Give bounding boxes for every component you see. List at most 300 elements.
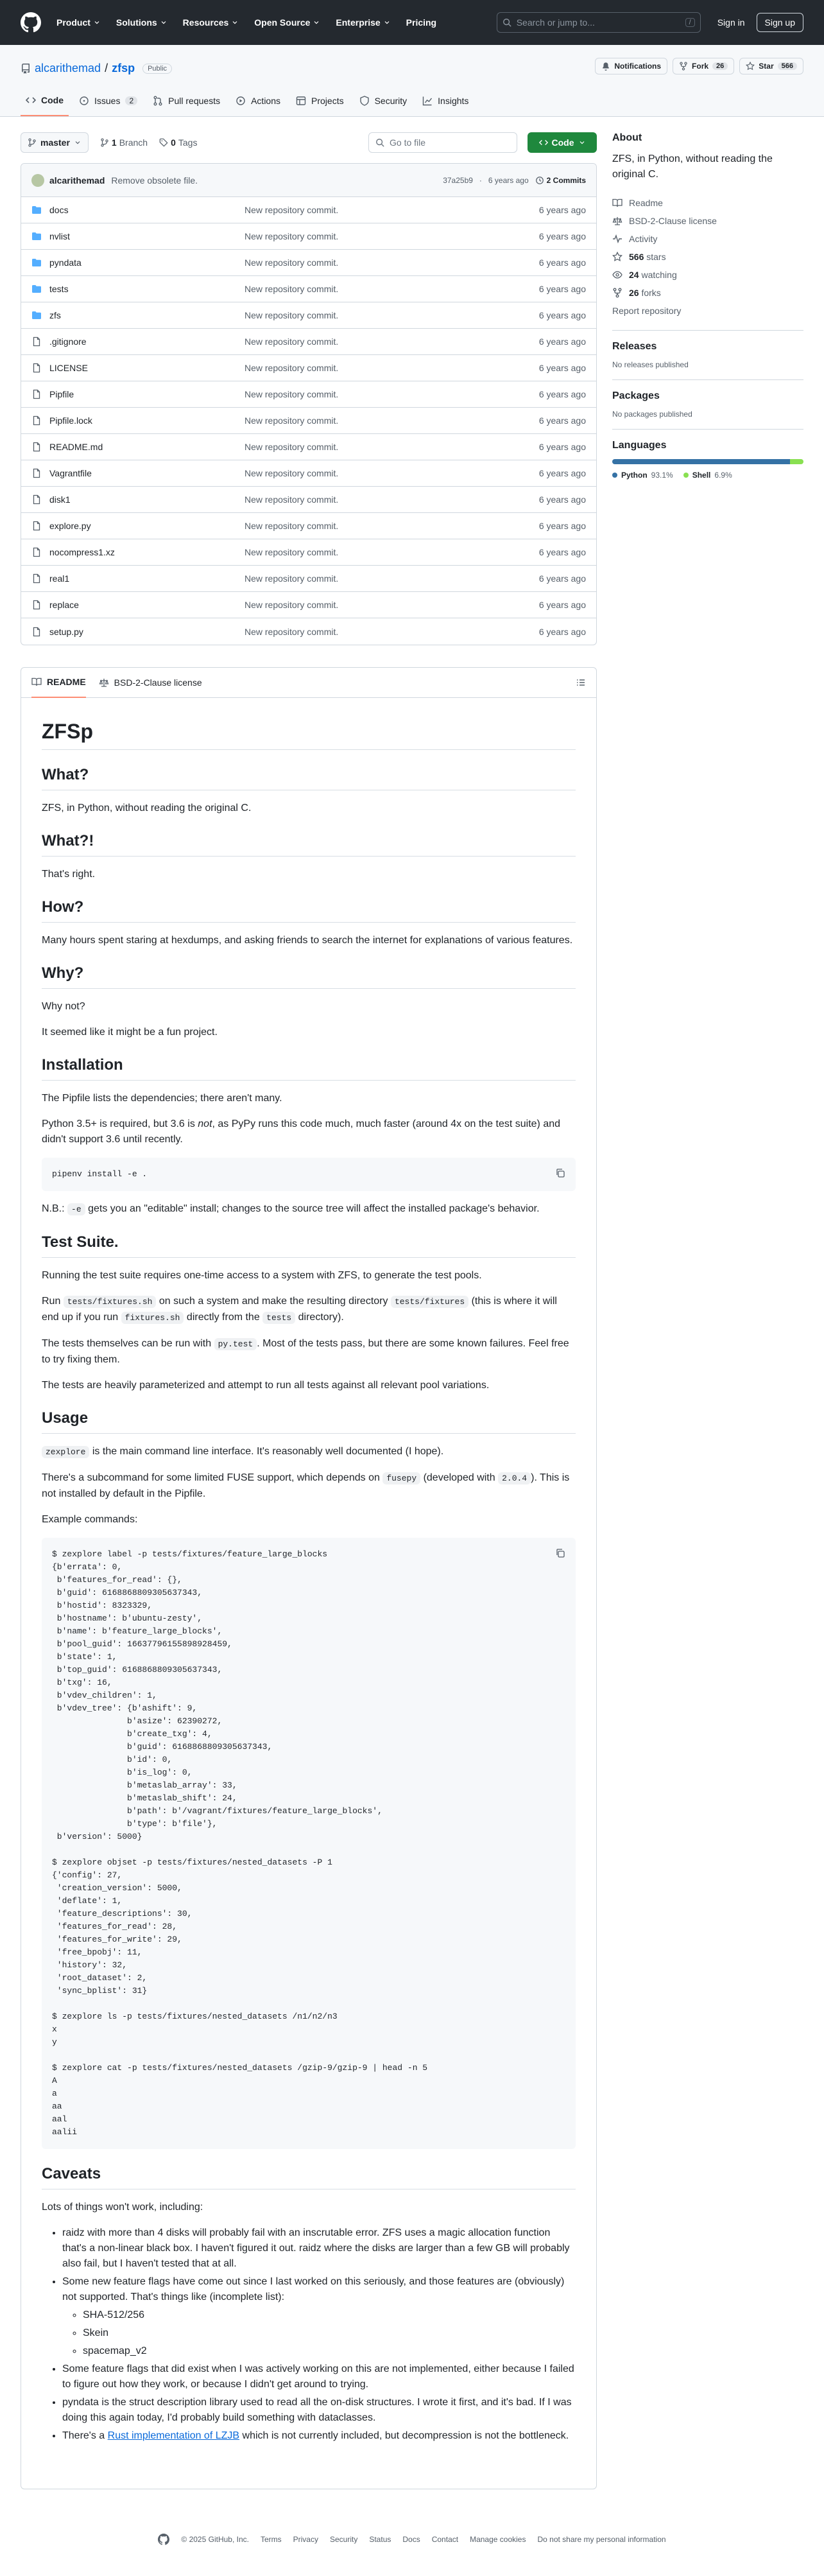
repo-sidebar: [612, 132, 803, 480]
tab-label: Actions: [251, 96, 281, 106]
github-logo-icon[interactable]: [21, 12, 41, 33]
language-color-dot: [612, 473, 617, 478]
paragraph-test-2: [42, 1294, 576, 1326]
eye-icon: [612, 270, 622, 280]
tab-label: Issues: [94, 96, 121, 106]
main-content: [21, 132, 597, 2489]
file-icon: [31, 336, 42, 347]
license-link[interactable]: [612, 212, 803, 230]
language-item[interactable]: [683, 471, 732, 480]
table-row: [21, 487, 596, 513]
activity-label: Activity: [629, 234, 658, 244]
pr-icon: [153, 96, 163, 106]
nav-item-pricing[interactable]: [406, 17, 436, 28]
readme-link[interactable]: [612, 194, 803, 212]
folder-icon: [31, 257, 42, 268]
file-name-cell[interactable]: [31, 205, 245, 215]
table-row: [21, 460, 596, 487]
activity-link[interactable]: [612, 230, 803, 248]
branch-selector[interactable]: [21, 132, 89, 153]
inline-code: tests/fixtures.sh: [64, 1296, 157, 1308]
paragraph-install-2: [42, 1117, 576, 1147]
folder-icon: [31, 205, 42, 215]
commits-count: 2 Commits: [546, 175, 586, 185]
file-table: [21, 163, 597, 645]
sign-in-link[interactable]: Sign in: [717, 17, 745, 28]
code-icon: [539, 138, 548, 147]
commit-hash[interactable]: 37a25b9: [443, 175, 473, 185]
branches-count: 1: [111, 137, 117, 148]
language-bar: [612, 459, 803, 464]
tab-projects[interactable]: [291, 85, 349, 116]
commit-meta: [443, 176, 586, 185]
tab-issues[interactable]: [74, 85, 142, 116]
file-name[interactable]: real1: [49, 573, 70, 584]
file-commit-message[interactable]: New repository commit.: [245, 494, 339, 505]
repo-icon: [21, 64, 31, 74]
file-name-cell[interactable]: [31, 231, 245, 241]
text-span: Run: [42, 1296, 64, 1307]
heading-usage: Usage: [42, 1409, 576, 1434]
file-name-cell[interactable]: [31, 442, 245, 452]
tab-readme-label: README: [47, 677, 86, 687]
file-commit-message[interactable]: New repository commit.: [245, 573, 339, 584]
visibility-badge: Public: [142, 64, 172, 74]
file-name[interactable]: Pipfile: [49, 389, 74, 399]
paragraph-usage-2: [42, 1470, 576, 1502]
chevron-down-icon: [578, 139, 586, 146]
file-name[interactable]: setup.py: [49, 626, 83, 637]
file-name-cell[interactable]: [31, 363, 245, 373]
file-commit-message[interactable]: New repository commit.: [245, 600, 339, 610]
file-age: 6 years ago: [538, 415, 586, 426]
repo-title: [21, 62, 172, 75]
folder-icon: [31, 284, 42, 294]
caveats-list: [42, 2225, 576, 2444]
file-name-cell[interactable]: [31, 573, 245, 584]
forks-label: forks: [641, 288, 661, 298]
text-span: which is not currently included, but decompression is not the bottleneck.: [239, 2430, 569, 2441]
copy-button[interactable]: [551, 1544, 569, 1562]
forks-link[interactable]: [612, 284, 803, 302]
table-row: [21, 408, 596, 434]
about-description: ZFS, in Python, without reading the original C.: [612, 153, 773, 180]
pulse-icon: [612, 234, 622, 244]
footer-link-status[interactable]: Status: [369, 2535, 391, 2544]
stars-link[interactable]: [612, 248, 803, 266]
list-icon: [576, 677, 586, 688]
nav-item-resources[interactable]: [183, 17, 239, 28]
table-row: [21, 513, 596, 539]
inline-code: zexplore: [42, 1446, 89, 1458]
file-name[interactable]: LICENSE: [49, 363, 88, 373]
search-icon: [502, 18, 511, 27]
file-name[interactable]: tests: [49, 284, 69, 294]
install-code-block: [42, 1158, 576, 1191]
inline-code: fixtures.sh: [121, 1312, 184, 1324]
list-item: • Some feature flags that did exist when I was actively working on this are not implemented, either because I failed to figure out how they work, or because I didn't get around to trying.: [62, 2362, 576, 2392]
avatar[interactable]: [31, 174, 44, 187]
file-commit-message[interactable]: New repository commit.: [245, 389, 339, 399]
file-name[interactable]: nvlist: [49, 231, 70, 241]
file-icon: [31, 627, 42, 637]
nav-item-label: Solutions: [116, 17, 157, 28]
text-span: (this is where it will end up if you run: [42, 1296, 557, 1323]
file-age: 6 years ago: [538, 310, 586, 320]
releases-empty: No releases published: [612, 360, 689, 369]
repo-actions: [595, 58, 803, 74]
go-to-file-input[interactable]: [368, 132, 517, 153]
tab-security[interactable]: [354, 85, 413, 116]
file-age: 6 years ago: [538, 547, 586, 557]
fork-icon: [612, 288, 622, 298]
file-commit-message[interactable]: New repository commit.: [245, 310, 339, 320]
commit-dot: ·: [479, 175, 482, 185]
file-name[interactable]: disk1: [49, 494, 71, 505]
file-commit-message[interactable]: New repository commit.: [245, 205, 339, 215]
file-name[interactable]: zfs: [49, 310, 61, 320]
table-row: [21, 197, 596, 223]
repo-owner-link[interactable]: alcarithemad: [35, 62, 101, 74]
paragraph-what2: That's right.: [42, 869, 96, 880]
nav-item-open-source[interactable]: [254, 17, 320, 28]
file-icon: [31, 600, 42, 610]
commit-age: 6 years ago: [488, 175, 529, 185]
list-item: ◦ Skein: [83, 2326, 576, 2341]
packages-heading[interactable]: Packages: [612, 390, 660, 401]
file-name-cell[interactable]: [31, 310, 245, 320]
star-label: Star: [759, 62, 774, 71]
file-age: 6 years ago: [538, 231, 586, 241]
text-span: is the main command line interface. It's reasonably well documented (I hope).: [89, 1446, 444, 1457]
file-name[interactable]: README.md: [49, 442, 103, 452]
footer-link-contact[interactable]: Contact: [431, 2535, 459, 2544]
tab-label: Insights: [438, 96, 469, 106]
heading-what: What?: [42, 765, 576, 790]
readme-title: ZFSp: [42, 718, 576, 750]
nav-item-label: Product: [56, 17, 90, 28]
file-name-cell[interactable]: [31, 336, 245, 347]
heading-installation: Installation: [42, 1056, 576, 1081]
chevron-down-icon: [93, 19, 101, 26]
tags-count: 0: [171, 137, 176, 148]
branch-count-icon: [100, 138, 109, 147]
top-navbar: [0, 0, 824, 45]
copy-button[interactable]: [551, 1164, 569, 1182]
tab-label: Code: [41, 95, 64, 105]
tab-readme[interactable]: [31, 668, 86, 698]
search-placeholder: Search or jump to...: [516, 17, 595, 28]
stars-count: 566: [629, 252, 644, 262]
go-to-file-placeholder: Go to file: [390, 137, 426, 148]
tab-count: 2: [125, 96, 137, 105]
paragraph-test-1: Running the test suite requires one-time access to a system with ZFS, to generate the test pools.: [42, 1270, 482, 1281]
file-name-cell[interactable]: [31, 284, 245, 294]
search-icon: [375, 138, 384, 147]
table-row: [21, 329, 596, 355]
history-icon: [535, 176, 544, 185]
file-age: 6 years ago: [538, 389, 586, 399]
file-icon: [31, 547, 42, 557]
emphasis: not: [198, 1118, 212, 1129]
table-row: [21, 381, 596, 408]
readme-link-label: Readme: [629, 198, 663, 208]
feature-sublist: [62, 2308, 576, 2359]
branch-name: master: [40, 137, 70, 148]
releases-heading[interactable]: Releases: [612, 341, 657, 352]
nav-item-product[interactable]: [56, 17, 101, 28]
file-name-cell[interactable]: [31, 389, 245, 399]
text-span: There's a: [62, 2430, 108, 2441]
table-row: [21, 276, 596, 302]
list-item: ◦ spacemap_v2: [83, 2344, 576, 2359]
file-age: 6 years ago: [538, 284, 586, 294]
nav-item-solutions[interactable]: [116, 17, 167, 28]
search-input[interactable]: [497, 12, 701, 33]
play-icon: [236, 96, 246, 106]
tag-icon: [159, 138, 168, 147]
file-commit-message[interactable]: New repository commit.: [245, 231, 339, 241]
nav-item-enterprise[interactable]: [336, 17, 390, 28]
file-name-cell[interactable]: [31, 600, 245, 610]
file-age: 6 years ago: [538, 521, 586, 531]
language-name: Python: [621, 471, 648, 480]
text-span: There's a subcommand for some limited FUSE support, which depends on: [42, 1472, 383, 1483]
file-name-cell[interactable]: [31, 468, 245, 478]
file-name-cell[interactable]: [31, 494, 245, 505]
chevron-down-icon: [231, 19, 239, 26]
table-icon: [296, 96, 306, 106]
file-name-cell[interactable]: [31, 415, 245, 426]
bell-icon: [601, 62, 610, 71]
file-age: 6 years ago: [538, 600, 586, 610]
text-span: . Most of the tests pass, but there are some known failures. Feel free to try fixing them.: [42, 1338, 569, 1365]
file-name-cell[interactable]: [31, 627, 245, 637]
footer-link-docs[interactable]: Docs: [402, 2535, 420, 2544]
star-icon: [746, 62, 755, 71]
report-repository-link[interactable]: [612, 302, 803, 320]
notifications-button[interactable]: [595, 58, 667, 74]
languages-heading: Languages: [612, 440, 667, 451]
tab-code[interactable]: [21, 85, 69, 116]
file-age: 6 years ago: [538, 494, 586, 505]
issue-icon: [79, 96, 89, 106]
file-commit-message[interactable]: New repository commit.: [245, 257, 339, 268]
nav-item-label: Resources: [182, 17, 229, 28]
fork-button[interactable]: [673, 58, 734, 74]
stars-label: stars: [646, 252, 666, 262]
branches-label: Branch: [119, 137, 148, 148]
table-row: [21, 539, 596, 566]
table-row: [21, 250, 596, 276]
file-commit-message[interactable]: New repository commit.: [245, 415, 339, 426]
paragraph-install-3: [42, 1201, 576, 1217]
inline-code: tests/fixtures: [391, 1296, 468, 1308]
heading-caveats: Caveats: [42, 2164, 576, 2189]
file-commit-message[interactable]: New repository commit.: [245, 547, 339, 557]
paragraph-usage-1: [42, 1444, 576, 1460]
file-name-cell[interactable]: [31, 521, 245, 531]
footer-copyright: © 2025 GitHub, Inc.: [181, 2535, 249, 2544]
chevron-down-icon: [74, 139, 82, 146]
file-commit-message[interactable]: New repository commit.: [245, 521, 339, 531]
file-name[interactable]: docs: [49, 205, 69, 215]
shield-icon: [359, 96, 370, 106]
scale-icon: [99, 677, 109, 688]
heading-what2: What?!: [42, 831, 576, 857]
file-icon: [31, 363, 42, 373]
footer-link-privacy[interactable]: Privacy: [293, 2535, 318, 2544]
file-commit-message[interactable]: New repository commit.: [245, 626, 339, 637]
forks-count: 26: [629, 288, 639, 298]
file-age: 6 years ago: [538, 336, 586, 347]
outline-button[interactable]: [576, 677, 586, 688]
code-icon: [26, 95, 36, 105]
file-name[interactable]: explore.py: [49, 521, 91, 531]
inline-code: -e: [67, 1203, 85, 1215]
file-age: 6 years ago: [538, 573, 586, 584]
file-icon: [31, 389, 42, 399]
divider: [612, 379, 803, 380]
text-span: on such a system and make the resulting directory: [156, 1296, 391, 1307]
text-span: The tests themselves can be run with: [42, 1338, 214, 1349]
book-icon: [31, 677, 42, 687]
language-color-dot: [683, 473, 689, 478]
paragraph-caveats: Lots of things won't work, including:: [42, 2202, 203, 2213]
inline-code: tests: [262, 1312, 295, 1324]
tab-pull-requests[interactable]: [148, 85, 225, 116]
file-name[interactable]: Vagrantfile: [49, 468, 92, 478]
tab-insights[interactable]: [417, 85, 474, 116]
text-span: , as PyPy runs this code much, much faster (around 4x on the test suite) and didn't support 3.6 until recently.: [42, 1118, 561, 1145]
file-icon: [31, 468, 42, 478]
graph-icon: [422, 96, 433, 106]
inline-code: py.test: [214, 1338, 257, 1350]
file-icon: [31, 442, 42, 452]
paragraph-what: ZFS, in Python, without reading the original C.: [42, 803, 252, 814]
packages-empty: No packages published: [612, 410, 692, 419]
list-item: • raidz with more than 4 disks will probably fail with an inscrutable error. ZFS uses a magic allocation function that's a non-linear black box. I haven't figured it out. raidz where the disks are larger than a few GB will probably also fail, but I haven't tested that at all.: [62, 2225, 576, 2272]
language-list: [612, 471, 803, 480]
file-commit-message[interactable]: New repository commit.: [245, 468, 339, 478]
language-item[interactable]: [612, 471, 673, 480]
about-heading: About: [612, 132, 642, 143]
heading-test-suite: Test Suite.: [42, 1233, 576, 1258]
code-button[interactable]: [528, 132, 597, 153]
file-name[interactable]: Pipfile.lock: [49, 415, 92, 426]
folder-icon: [31, 231, 42, 241]
file-commit-message[interactable]: New repository commit.: [245, 442, 339, 452]
file-commit-message[interactable]: New repository commit.: [245, 336, 339, 347]
notifications-label: Notifications: [614, 62, 662, 71]
repo-header: [0, 45, 824, 117]
file-icon: [31, 494, 42, 505]
lzjb-link[interactable]: Rust implementation of LZJB: [107, 2430, 240, 2441]
tab-actions[interactable]: [230, 85, 286, 116]
paragraph-usage-3: Example commands:: [42, 1514, 138, 1525]
repo-separator: /: [105, 62, 108, 74]
star-button[interactable]: [739, 58, 803, 74]
code-text: $ zexplore label -p tests/fixtures/feature_large_blocks {b'errata': 0, b'features_for_read': {}, b'guid': 6168868809305637343, b'hostid': 8323329, b'hostname': b'ubuntu-zesty', b'name': b'feature_large_blocks', b'pool_guid': 16637796155898928459, b'state': 1, b'top_guid': 6168868809305637343, b'txg': 16, b'vdev_children': 1, b'vdev_tree': {b'ashift': 9, b'asize': 62390272, b'create_txg': 4, b'guid': 6168868809305637343, b'id': 0, b'is_log': 0, b'metaslab_array': 33, b'metaslab_shift': 24, b'path': b'/vagrant/fixtures/feature_large_blocks', b'type': b'file'}, b'version': 5000} $ zexplore objset -p tests/fixtures/nested_datasets -P 1 {'config': 27, 'creation_version': 5000, 'deflate': 1, 'feature_descriptions': 30, 'features_for_read': 28, 'features_for_write': 29, 'free_bpobj': 11, 'history': 32, 'root_dataset': 2, 'sync_bplist': 31} $ zexplore ls -p tests/fixtures/nested_datasets /n1/n2/n3 x y $ zexplore cat -p tests/fixtures/nested_datasets /gzip-9/gzip-9 | head -n 5 A a aa aal aalii: [52, 1549, 428, 2137]
file-icon: [31, 415, 42, 426]
language-bar-segment: [790, 459, 803, 464]
text-span: gets you an "editable" install; changes to the source tree will affect the installed package's behavior.: [85, 1203, 540, 1214]
tab-label: Security: [374, 96, 408, 106]
paragraph-how: Many hours spent staring at hexdumps, and asking friends to search the internet for explanations of various features.: [42, 935, 573, 946]
branches-link[interactable]: [100, 137, 148, 148]
tab-label: Projects: [311, 96, 344, 106]
file-name-cell[interactable]: [31, 257, 245, 268]
file-name[interactable]: replace: [49, 600, 79, 610]
divider: [612, 429, 803, 430]
file-name-cell[interactable]: [31, 547, 245, 557]
heading-how: How?: [42, 898, 576, 923]
nav-item-label: Enterprise: [336, 17, 381, 28]
commit-message[interactable]: Remove obsolete file.: [111, 175, 198, 186]
latest-commit-row: [21, 164, 596, 197]
nav-item-label: Pricing: [406, 17, 437, 28]
file-icon: [31, 573, 42, 584]
list-item: [62, 2428, 576, 2444]
tab-label: Pull requests: [168, 96, 221, 106]
file-age: 6 years ago: [538, 363, 586, 373]
table-row: [21, 434, 596, 460]
folder-icon: [31, 310, 42, 320]
report-label: Report repository: [612, 306, 682, 316]
commits-history-link[interactable]: [535, 176, 586, 185]
list-item: [62, 2274, 576, 2359]
commit-author[interactable]: alcarithemad: [49, 175, 105, 186]
tags-link[interactable]: [159, 137, 197, 148]
paragraph-test-4: The tests are heavily parameterized and attempt to run all tests against all relevant pool variations.: [42, 1380, 490, 1391]
tab-license-label: BSD-2-Clause license: [114, 677, 202, 688]
chevron-down-icon: [313, 19, 320, 26]
scale-icon: [612, 216, 622, 226]
fork-label: Fork: [692, 62, 709, 71]
search-shortcut-hint: /: [685, 18, 695, 27]
branch-icon: [28, 138, 37, 147]
usage-code-block: [42, 1538, 576, 2149]
text-span: Python 3.5+ is required, but 3.6 is: [42, 1118, 198, 1129]
nav-item-label: Open Source: [254, 17, 311, 28]
text-span: directory).: [295, 1312, 344, 1323]
file-age: 6 years ago: [538, 626, 586, 637]
file-commit-message[interactable]: New repository commit.: [245, 363, 339, 373]
fork-icon: [679, 62, 688, 71]
watchers-link[interactable]: [612, 266, 803, 284]
table-row: [21, 355, 596, 381]
sign-up-button[interactable]: Sign up: [757, 13, 803, 32]
repo-name-link[interactable]: zfsp: [112, 62, 135, 74]
table-row: [21, 592, 596, 618]
tab-license[interactable]: [99, 668, 202, 698]
footer-link-security[interactable]: Security: [329, 2535, 358, 2544]
footer-link-manage-cookies[interactable]: Manage cookies: [470, 2535, 526, 2544]
file-age: 6 years ago: [538, 442, 586, 452]
footer-link-do-not-share-my-personal-information[interactable]: Do not share my personal information: [537, 2535, 666, 2544]
divider: [612, 330, 803, 331]
file-icon: [31, 521, 42, 531]
table-row: [21, 223, 596, 250]
file-name[interactable]: .gitignore: [49, 336, 87, 347]
file-name[interactable]: pyndata: [49, 257, 82, 268]
paragraph-why-2: It seemed like it might be a fun project.: [42, 1027, 218, 1038]
footer-link-terms[interactable]: Terms: [260, 2535, 282, 2544]
file-name[interactable]: nocompress1.xz: [49, 547, 115, 557]
text-span: (developed with: [420, 1472, 499, 1483]
file-commit-message[interactable]: New repository commit.: [245, 284, 339, 294]
language-percent: 6.9%: [714, 471, 732, 480]
